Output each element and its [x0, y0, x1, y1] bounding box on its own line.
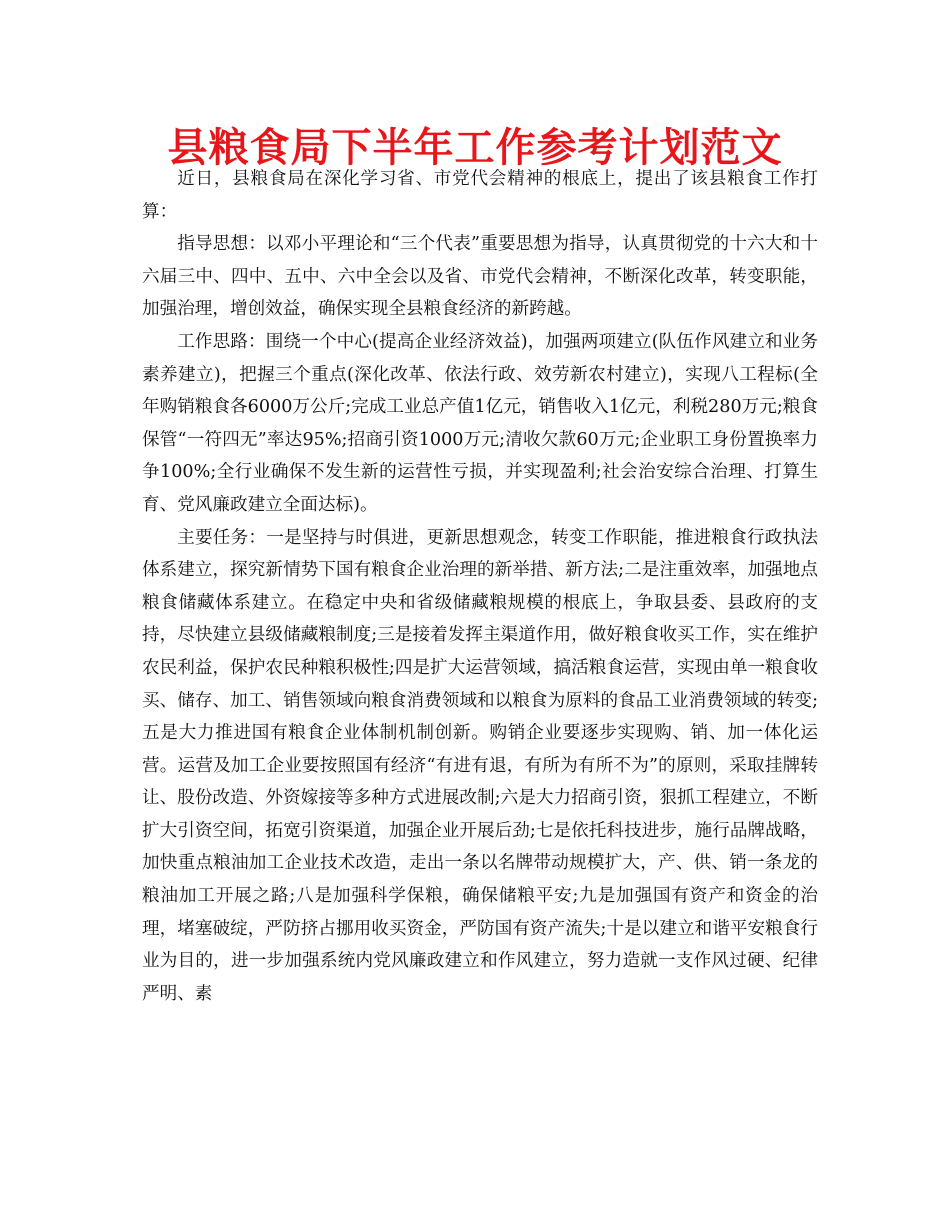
paragraph-main-tasks: 主要任务：一是坚持与时俱进，更新思想观念，转变工作职能，推进粮食行政执法体系建立，探究新情势下国有粮食企业治理的新举措、新方法;二是注重效率，加强地点粮食储藏体系建立。在稳定中央和省级储藏粮规模的根底上，争取县委、县政府的支持，尽快建立县级储藏粮制度;三是接着发挥主渠道作用，做好粮食收买工作，实在维护农民利益，保护农民种粮积极性;四是扩大运营领域，搞活粮食运营，实现由单一粮食收买、储存、加工、销售领域向粮食消费领域和以粮食为原料的食品工业消费领域的转变;五是大力推进国有粮食企业体制机制创新。购销企业要逐步实现购、销、加一体化运营。运营及加工企业要按照国有经济“有进有退，有所为有所不为”的原则，采取挂牌转让、股份改造、外资嫁接等多种方式进展改制;六是大力招商引资，狠抓工程建立，不断扩大引资空间，拓宽引资渠道，加强企业开展后劲;七是依托科技进步，施行品牌战略，加快重点粮油加工企业技术改造，走出一条以名牌带动规模扩大，产、供、销一条龙的粮油加工开展之路;八是加强科学保粮，确保储粮平安;九是加强国有资产和资金的治理，堵塞破绽，严防挤占挪用收买资金，严防国有资产流失;十是以建立和谐平安粮食行业为目的，进一步加强系统内党风廉政建立和作风建立，努力造就一支作风过硬、纪律严明、素	[142, 527, 818, 1004]
paragraph-guiding-ideology: 指导思想：以邓小平理论和“三个代表”重要思想为指导，认真贯彻党的十六大和十六届三中、四中、五中、六中全会以及省、市党代会精神，不断深化改革，转变职能，加强治理，增创效益，确保实现全县粮食经济的新跨越。	[142, 234, 818, 320]
paragraph-work-approach: 工作思路：围绕一个中心(提高企业经济效益)，加强两项建立(队伍作风建立和业务素养建立)，把握三个重点(深化改革、依法行政、效劳新农村建立)，实现八工程标(全年购销粮食各6000万公斤;完成工业总产值1亿元，销售收入1亿元，利税280万元;粮食保管“一符四无”率达95%;招商引资1000万元;清收欠款60万元;企业职工身份置换率力争100%;全行业确保不发生新的运营性亏损，并实现盈利;社会治安综合治理、打算生育、党风廉政建立全面达标)。	[142, 331, 818, 515]
paragraph-intro: 近日，县粮食局在深化学习省、市党代会精神的根底上，提出了该县粮食工作打算：	[142, 169, 818, 222]
document-title: 县粮食局下半年工作参考计划范文	[167, 125, 783, 171]
document-body	[142, 163, 818, 1010]
